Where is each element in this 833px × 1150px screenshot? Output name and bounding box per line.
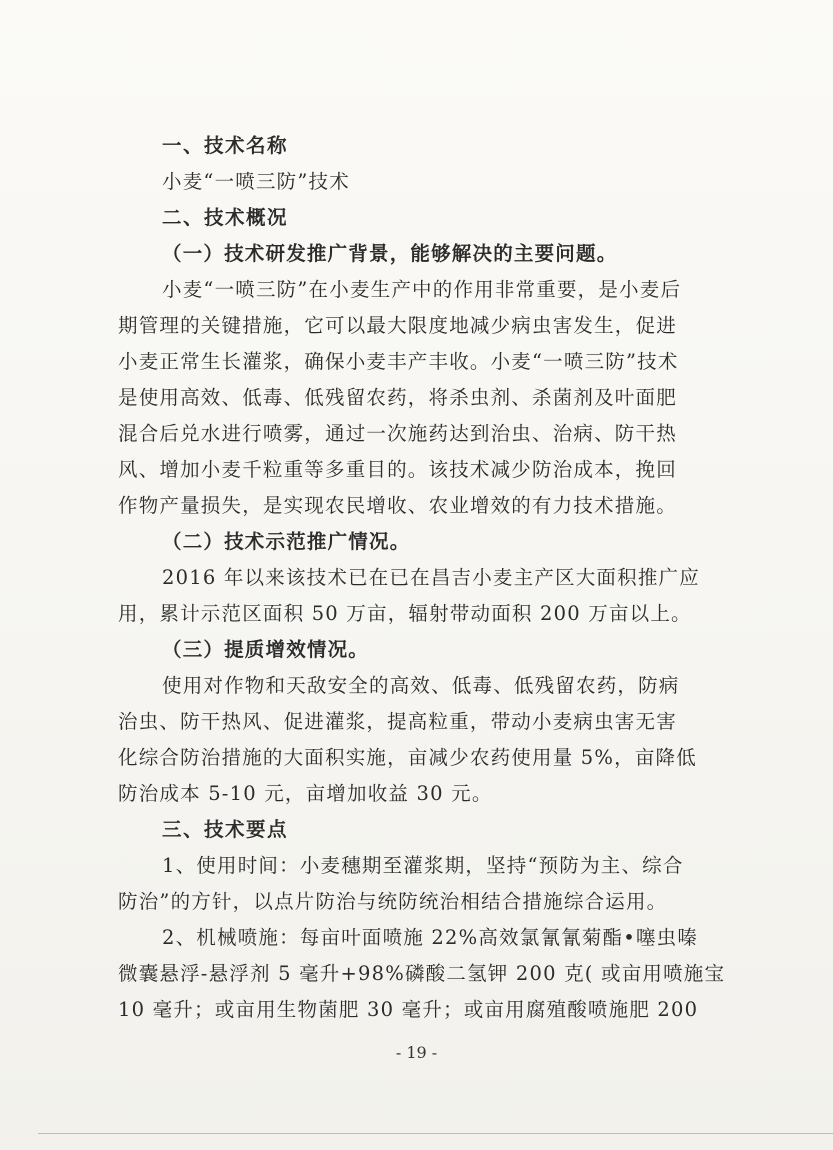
paragraph-line: 微囊悬浮-悬浮剂 5 毫升+98%磷酸二氢钾 200 克( 或亩用喷施宝 xyxy=(118,962,726,985)
paragraph-line: 期管理的关键措施，它可以最大限度地减少病虫害发生，促进 xyxy=(118,314,677,337)
paragraph-line: 是使用高效、低毒、低残留农药，将杀虫剂、杀菌剂及叶面肥 xyxy=(118,386,677,409)
heading-overview: 二、技术概况 xyxy=(162,206,289,229)
footer-divider xyxy=(38,1133,833,1134)
paragraph-line: 小麦正常生长灌浆，确保小麦丰产丰收。小麦“一喷三防”技术 xyxy=(118,350,679,373)
paragraph-line: 治虫、防干热风、促进灌浆，提高粒重，带动小麦病虫害无害 xyxy=(118,710,677,733)
heading-demo: （二）技术示范推广情况。 xyxy=(162,530,411,553)
paragraph-line: 防治”的方针，以点片防治与统防统治相结合措施综合运用。 xyxy=(118,890,668,913)
paragraph-line: 使用对作物和天敌安全的高效、低毒、低残留农药，防病 xyxy=(162,674,680,697)
paragraph-line: 1、使用时间：小麦穗期至灌浆期，坚持“预防为主、综合 xyxy=(162,854,684,877)
paragraph-line: 作物产量损失，是实现农民增收、农业增效的有力技术措施。 xyxy=(118,494,677,517)
paragraph-line: 2016 年以来该技术已在已在昌吉小麦主产区大面积推广应 xyxy=(162,566,700,589)
paragraph-line: 小麦“一喷三防”在小麦生产中的作用非常重要，是小麦后 xyxy=(162,278,682,301)
paragraph-line: 化综合防治措施的大面积实施，亩减少农药使用量 5%，亩降低 xyxy=(118,746,697,769)
paragraph-line: 防治成本 5-10 元，亩增加收益 30 元。 xyxy=(118,782,493,805)
paragraph-line: 混合后兑水进行喷雾，通过一次施药达到治虫、治病、防干热 xyxy=(118,422,677,445)
paragraph-line: 10 毫升；或亩用生物菌肥 30 毫升；或亩用腐殖酸喷施肥 200 xyxy=(118,998,699,1021)
page-number: - 19 - xyxy=(395,1043,438,1062)
heading-tech-name: 一、技术名称 xyxy=(162,134,289,157)
heading-quality: （三）提质增效情况。 xyxy=(162,638,370,661)
paragraph-line: 2、机械喷施：每亩叶面喷施 22%高效氯氰氰菊酯•噻虫嗪 xyxy=(162,926,699,949)
heading-key-points: 三、技术要点 xyxy=(162,818,289,841)
paragraph-line: 用，累计示范区面积 50 万亩，辐射带动面积 200 万亩以上。 xyxy=(118,602,692,625)
document-body xyxy=(118,128,726,1028)
tech-name-text: 小麦“一喷三防”技术 xyxy=(162,170,350,193)
heading-background: （一）技术研发推广背景，能够解决的主要问题。 xyxy=(162,242,618,265)
paragraph-line: 风、增加小麦千粒重等多重目的。该技术减少防治成本，挽回 xyxy=(118,458,677,481)
